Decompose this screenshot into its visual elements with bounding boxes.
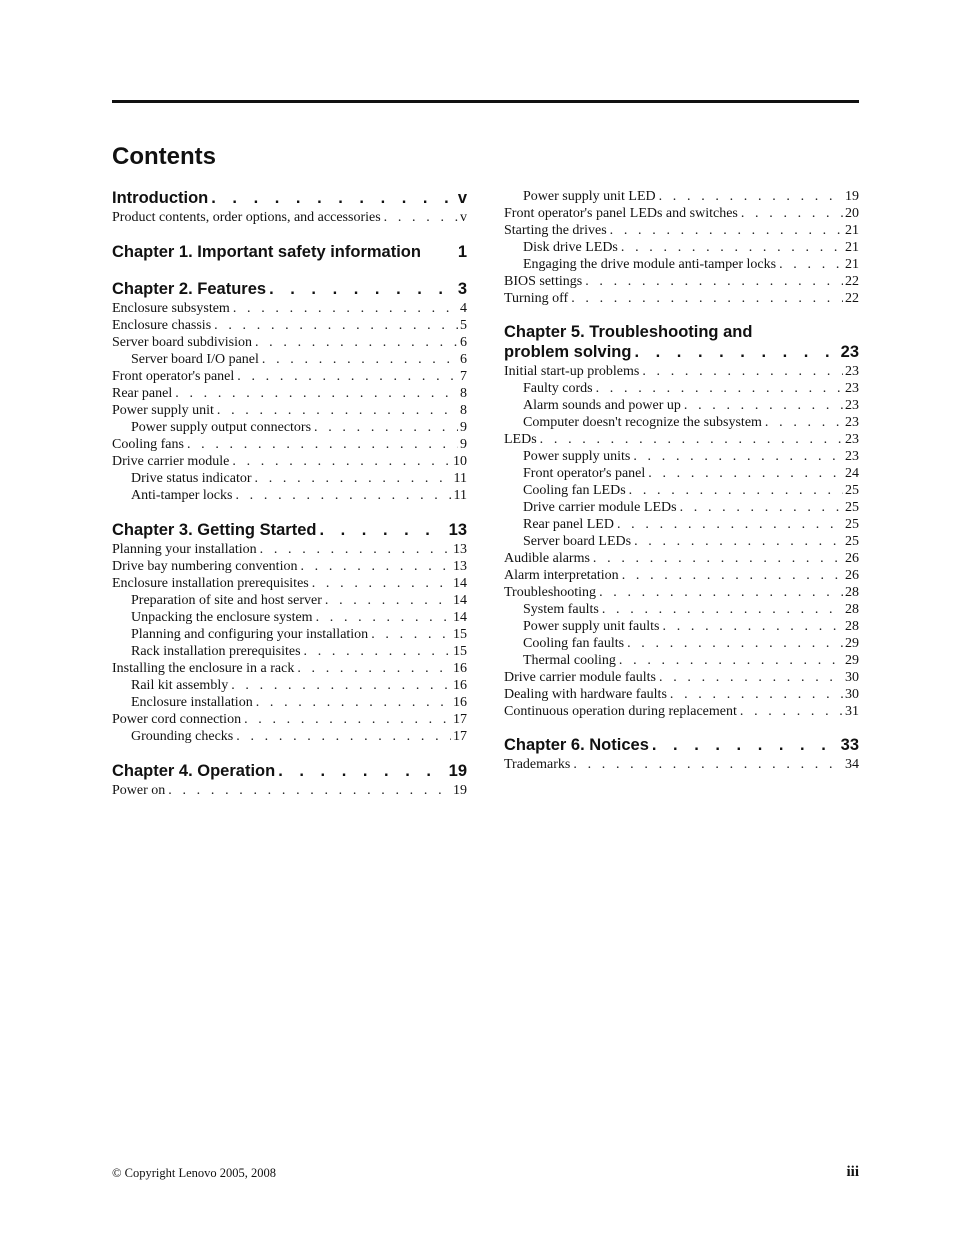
- toc-entry-cooling-fan-leds[interactable]: [504, 482, 859, 499]
- toc-entry-anti-tamper-locks[interactable]: [112, 487, 467, 504]
- toc-page-number: 19: [845, 189, 859, 204]
- dot-leader: [297, 558, 451, 575]
- toc-entry-title: Power supply unit faults: [523, 619, 660, 634]
- toc-entry-power-supply-unit-faults[interactable]: [504, 618, 859, 635]
- dot-leader: [257, 541, 451, 558]
- dot-leader: [619, 567, 843, 584]
- toc-page-number: 23: [845, 381, 859, 396]
- toc-entry-title: Audible alarms: [504, 551, 590, 566]
- section-spacer: [112, 504, 467, 520]
- toc-chapter-introduction[interactable]: [112, 188, 467, 209]
- toc-entry-title: Trademarks: [504, 757, 571, 772]
- toc-page-number: 5: [460, 318, 467, 333]
- dot-leader: [738, 205, 843, 222]
- dot-leader: [649, 735, 839, 756]
- toc-page-number: 21: [845, 223, 859, 238]
- toc-page-number: v: [457, 189, 467, 207]
- dot-leader: [214, 402, 458, 419]
- dot-leader: [241, 711, 451, 728]
- toc-entry-power-on[interactable]: [112, 782, 467, 799]
- dot-leader: [259, 351, 458, 368]
- dot-leader: [368, 626, 451, 643]
- toc-entry-cooling-fans[interactable]: [112, 436, 467, 453]
- toc-entry-drive-bay-numbering-convention[interactable]: [112, 558, 467, 575]
- toc-page-number: 23: [845, 415, 859, 430]
- toc-page-number: 25: [845, 483, 859, 498]
- toc-page-number: 23: [845, 364, 859, 379]
- dot-leader: [762, 414, 843, 431]
- toc-page-number: 19: [453, 783, 467, 798]
- toc-entry-rear-panel[interactable]: [112, 385, 467, 402]
- toc-page-number: 30: [845, 687, 859, 702]
- toc-entry-power-supply-output-connectors[interactable]: [112, 419, 467, 436]
- toc-page-number: 6: [460, 352, 467, 367]
- dot-leader: [596, 584, 843, 601]
- toc-chapter-chapter-4-operation[interactable]: [112, 761, 467, 782]
- toc-entry-leds[interactable]: [504, 431, 859, 448]
- dot-leader: [599, 601, 843, 618]
- toc-entry-title: Continuous operation during replacement: [504, 704, 737, 719]
- toc-entry-title: Grounding checks: [131, 729, 234, 744]
- dot-leader: [234, 368, 458, 385]
- toc-entry-turning-off[interactable]: [504, 290, 859, 307]
- dot-leader: [165, 782, 451, 799]
- toc-entry-trademarks[interactable]: [504, 756, 859, 773]
- toc-page-number: 17: [453, 729, 467, 744]
- toc-page-number: 9: [460, 420, 467, 435]
- toc-chapter-chapter-2-features[interactable]: [112, 279, 467, 300]
- toc-entry-title: Chapter 6. Notices: [504, 736, 649, 754]
- toc-entry-audible-alarms[interactable]: [504, 550, 859, 567]
- toc-page-number: 25: [845, 534, 859, 549]
- toc-page-number: 7: [460, 369, 467, 384]
- toc-entry-title: Power cord connection: [112, 712, 242, 727]
- toc-entry-title: Rear panel: [112, 386, 173, 401]
- toc-entry-rack-installation-prerequisites[interactable]: [112, 643, 467, 660]
- dot-leader: [660, 618, 844, 635]
- toc-entry-rail-kit-assembly[interactable]: [112, 677, 467, 694]
- toc-entry-title: Enclosure installation prerequisites: [112, 576, 309, 591]
- toc-page-number: 23: [840, 343, 859, 361]
- toc-entry-title: Chapter 1. Important safety information: [112, 243, 421, 261]
- dot-leader: [737, 703, 843, 720]
- toc-entry-title: Computer doesn't recognize the subsystem: [523, 415, 762, 430]
- toc-entry-continuous-operation-during-replacement[interactable]: [504, 703, 859, 720]
- toc-entry-title: Troubleshooting: [504, 585, 597, 600]
- toc-page-number: 21: [845, 240, 859, 255]
- toc-left-column: [112, 188, 467, 799]
- toc-entry-title: Turning off: [504, 291, 569, 306]
- toc-page-number: 33: [840, 736, 859, 754]
- toc-entry-bios-settings[interactable]: [504, 273, 859, 290]
- toc-entry-title: Engaging the drive module anti-tamper locks: [523, 257, 777, 272]
- toc-page-number: 23: [845, 398, 859, 413]
- toc-page-number: 3: [457, 280, 467, 298]
- section-spacer: [112, 226, 467, 242]
- toc-page-number: 13: [453, 542, 467, 557]
- toc-entry-dealing-with-hardware-faults[interactable]: [504, 686, 859, 703]
- toc-page-number: 25: [845, 500, 859, 515]
- toc-page-number: 21: [845, 257, 859, 272]
- toc-entry-installing-the-enclosure-in-a-rack[interactable]: [112, 660, 467, 677]
- toc-page-number: 14: [453, 610, 467, 625]
- toc-entry-initial-start-up-problems[interactable]: [504, 363, 859, 380]
- toc-entry-enclosure-chassis[interactable]: [112, 317, 467, 334]
- dot-leader: [568, 290, 843, 307]
- dot-leader: [776, 256, 843, 273]
- dot-leader: [252, 470, 452, 487]
- toc-entry-title: Power on: [112, 783, 166, 798]
- toc-entry-power-cord-connection[interactable]: [112, 711, 467, 728]
- toc-entry-product-contents-order-options-and-accessories[interactable]: [112, 209, 467, 226]
- toc-page-number: 8: [460, 386, 467, 401]
- dot-leader: [211, 317, 458, 334]
- toc-entry-rear-panel-led[interactable]: [504, 516, 859, 533]
- toc-entry-title: Front operator's panel LEDs and switches: [504, 206, 738, 221]
- toc-entry-title: problem solving: [504, 343, 632, 361]
- toc-entry-title: Power supply output connectors: [131, 420, 312, 435]
- dot-leader: [309, 575, 451, 592]
- toc-entry-engaging-the-drive-module-anti-tamper-locks[interactable]: [504, 256, 859, 273]
- toc-entry-grounding-checks[interactable]: [112, 728, 467, 745]
- toc-page-number: 28: [845, 602, 859, 617]
- dot-leader: [614, 516, 843, 533]
- copyright-notice: © Copyright Lenovo 2005, 2008: [112, 1166, 277, 1180]
- toc-entry-title: System faults: [523, 602, 599, 617]
- toc-page-number: 8: [460, 403, 467, 418]
- toc-chapter-title-line[interactable]: Chapter 5. Troubleshooting and: [504, 323, 753, 341]
- toc-page-number: 10: [453, 454, 467, 469]
- toc-entry-thermal-cooling[interactable]: [504, 652, 859, 669]
- dot-leader: [593, 380, 843, 397]
- toc-page-number: 9: [460, 437, 467, 452]
- toc-entry-title: Planning and configuring your installation: [131, 627, 369, 642]
- toc-page-number: v: [460, 210, 467, 225]
- dot-leader: [184, 436, 458, 453]
- toc-entry-server-board-leds[interactable]: [504, 533, 859, 550]
- dot-leader: [626, 482, 843, 499]
- section-spacer: [504, 720, 859, 735]
- toc-page-number: 25: [845, 517, 859, 532]
- dot-leader: [294, 660, 451, 677]
- dot-leader: [631, 342, 838, 363]
- dot-leader: [208, 188, 456, 209]
- page-number: iii: [846, 1164, 859, 1180]
- toc-entry-title: Faulty cords: [523, 381, 593, 396]
- dot-leader: [233, 728, 451, 745]
- toc-entry-power-supply-units[interactable]: [504, 448, 859, 465]
- section-spacer: [112, 745, 467, 761]
- toc-entry-unpacking-the-enclosure-system[interactable]: [112, 609, 467, 626]
- toc-entry-power-supply-unit-led[interactable]: [504, 188, 859, 205]
- toc-page-number: 29: [845, 653, 859, 668]
- toc-entry-title: Drive bay numbering convention: [112, 559, 298, 574]
- dot-leader: [570, 756, 843, 773]
- toc-entry-front-operator-s-panel[interactable]: [112, 368, 467, 385]
- toc-entry-title: Cooling fans: [112, 437, 184, 452]
- toc-entry-front-operator-s-panel-leds-and-switches[interactable]: [504, 205, 859, 222]
- toc-chapter-chapter-6-notices[interactable]: [504, 735, 859, 756]
- toc-entry-title: Product contents, order options, and accessories: [112, 210, 381, 225]
- toc-entry-title: Rail kit assembly: [131, 678, 229, 693]
- toc-entry-title: Chapter 3. Getting Started: [112, 521, 317, 539]
- section-spacer: [504, 307, 859, 322]
- toc-page-number: 30: [845, 670, 859, 685]
- toc-entry-server-board-i-o-panel[interactable]: [112, 351, 467, 368]
- toc-page-number: 16: [453, 695, 467, 710]
- toc-entry-title: Planning your installation: [112, 542, 257, 557]
- dot-leader: [656, 188, 843, 205]
- toc-entry-title: Drive carrier module: [112, 454, 230, 469]
- toc-page-number: 31: [845, 704, 859, 719]
- dot-leader: [677, 499, 843, 516]
- toc-page-number: 28: [845, 585, 859, 600]
- toc-page-number: 16: [453, 661, 467, 676]
- toc-entry-title: BIOS settings: [504, 274, 583, 289]
- dot-leader: [275, 761, 446, 782]
- dot-leader: [322, 592, 451, 609]
- toc-entry-title: Cooling fan faults: [523, 636, 625, 651]
- dot-leader: [301, 643, 451, 660]
- toc-page-number: 28: [845, 619, 859, 634]
- toc-entry-title: Alarm interpretation: [504, 568, 619, 583]
- dot-leader: [172, 385, 458, 402]
- dot-leader: [616, 652, 843, 669]
- toc-page-number: 34: [845, 757, 859, 772]
- toc-entry-drive-carrier-module[interactable]: [112, 453, 467, 470]
- toc-entry-title: Front operator's panel: [112, 369, 235, 384]
- toc-entry-alarm-sounds-and-power-up[interactable]: [504, 397, 859, 414]
- top-rule: [112, 100, 859, 103]
- toc-entry-title: Unpacking the enclosure system: [131, 610, 313, 625]
- toc-entry-enclosure-installation-prerequisites[interactable]: [112, 575, 467, 592]
- dot-leader: [228, 677, 451, 694]
- dot-leader: [381, 209, 458, 226]
- toc-entry-title: Disk drive LEDs: [523, 240, 618, 255]
- toc-entry-title: Power supply unit: [112, 403, 214, 418]
- toc-page-number: 29: [845, 636, 859, 651]
- toc-page-number: 4: [460, 301, 467, 316]
- toc-entry-troubleshooting[interactable]: [504, 584, 859, 601]
- dot-leader: [645, 465, 843, 482]
- toc-page-number: 14: [453, 593, 467, 608]
- toc-entry-title: Drive status indicator: [131, 471, 252, 486]
- toc-page-number: 16: [453, 678, 467, 693]
- toc-page-number: 22: [845, 274, 859, 289]
- toc-entry-starting-the-drives[interactable]: [504, 222, 859, 239]
- dot-leader: [313, 609, 451, 626]
- toc-entry-drive-carrier-module-faults[interactable]: [504, 669, 859, 686]
- dot-leader: [316, 520, 446, 541]
- toc-entry-title: LEDs: [504, 432, 537, 447]
- toc-entry-alarm-interpretation[interactable]: [504, 567, 859, 584]
- toc-entry-title: Enclosure chassis: [112, 318, 212, 333]
- dot-leader: [252, 334, 458, 351]
- dot-leader: [618, 239, 843, 256]
- toc-entry-system-faults[interactable]: [504, 601, 859, 618]
- toc-entry-cooling-fan-faults[interactable]: [504, 635, 859, 652]
- toc-page-number: 23: [845, 432, 859, 447]
- dot-leader: [311, 419, 458, 436]
- dot-leader: [537, 431, 843, 448]
- dot-leader: [681, 397, 843, 414]
- toc-entry-computer-doesn-t-recognize-the-subsystem[interactable]: [504, 414, 859, 431]
- dot-leader: [253, 694, 451, 711]
- dot-leader: [631, 533, 843, 550]
- toc-page-number: 15: [453, 627, 467, 642]
- toc-entry-title: Introduction: [112, 189, 209, 207]
- toc-page-number: 13: [448, 521, 467, 539]
- toc-entry-title: Power supply units: [523, 449, 631, 464]
- toc-entry-title: Rack installation prerequisites: [131, 644, 301, 659]
- toc-entry-title: Dealing with hardware faults: [504, 687, 667, 702]
- toc-entry-title: Installing the enclosure in a rack: [112, 661, 295, 676]
- section-spacer: [112, 263, 467, 279]
- toc-entry-front-operator-s-panel[interactable]: [504, 465, 859, 482]
- toc-chapter-chapter-3-getting-started[interactable]: [112, 520, 467, 541]
- toc-page-number: 15: [453, 644, 467, 659]
- toc-page-number: 1: [457, 243, 467, 261]
- toc-entry-enclosure-installation[interactable]: [112, 694, 467, 711]
- toc-entry-disk-drive-leds[interactable]: [504, 239, 859, 256]
- toc-entry-preparation-of-site-and-host-server[interactable]: [112, 592, 467, 609]
- dot-leader: [229, 453, 451, 470]
- toc-page-number: 24: [845, 466, 859, 481]
- dot-leader: [639, 363, 843, 380]
- toc-chapter-problem-solving[interactable]: [504, 342, 859, 363]
- toc-right-column: [504, 188, 859, 773]
- toc-entry-power-supply-unit[interactable]: [112, 402, 467, 419]
- toc-entry-title: Server board I/O panel: [131, 352, 259, 367]
- toc-entry-title: Rear panel LED: [523, 517, 614, 532]
- dot-leader: [230, 300, 458, 317]
- toc-entry-title: Server board subdivision: [112, 335, 252, 350]
- toc-entry-title: Starting the drives: [504, 223, 607, 238]
- toc-entry-title: Preparation of site and host server: [131, 593, 322, 608]
- toc-entry-title: Drive carrier module faults: [504, 670, 656, 685]
- toc-page-number: 20: [845, 206, 859, 221]
- toc-entry-faulty-cords[interactable]: [504, 380, 859, 397]
- toc-entry-title: Server board LEDs: [523, 534, 632, 549]
- toc-page-number: 13: [453, 559, 467, 574]
- toc-page-number: 23: [845, 449, 859, 464]
- toc-page-number: 26: [845, 551, 859, 566]
- toc-entry-title: Enclosure installation: [131, 695, 253, 710]
- dot-leader: [656, 669, 843, 686]
- toc-entry-enclosure-subsystem[interactable]: [112, 300, 467, 317]
- toc-entry-title: Anti-tamper locks: [131, 488, 233, 503]
- toc-entry-planning-your-installation[interactable]: [112, 541, 467, 558]
- toc-page-number: 17: [453, 712, 467, 727]
- toc-page-number: 14: [453, 576, 467, 591]
- dot-leader: [582, 273, 843, 290]
- dot-leader: [667, 686, 843, 703]
- toc-entry-title: Power supply unit LED: [523, 189, 656, 204]
- toc-entry-title: Enclosure subsystem: [112, 301, 230, 316]
- toc-page-number: 11: [453, 471, 467, 486]
- page-title: Contents: [112, 143, 216, 170]
- toc-entry-title: Thermal cooling: [523, 653, 616, 668]
- dot-leader: [624, 635, 843, 652]
- toc-page-number: 22: [845, 291, 859, 306]
- toc-entry-title: Initial start-up problems: [504, 364, 640, 379]
- toc-page-number: 26: [845, 568, 859, 583]
- toc-page-number: 11: [453, 488, 467, 503]
- toc-entry-server-board-subdivision[interactable]: [112, 334, 467, 351]
- toc-entry-drive-carrier-module-leds[interactable]: [504, 499, 859, 516]
- toc-entry-title: Front operator's panel: [523, 466, 646, 481]
- toc-entry-title: Chapter 2. Features: [112, 280, 267, 298]
- dot-leader: [607, 222, 843, 239]
- toc-chapter-chapter-1-important-safety-information[interactable]: [112, 242, 467, 263]
- toc-entry-drive-status-indicator[interactable]: [112, 470, 467, 487]
- toc-page-number: 6: [460, 335, 467, 350]
- dot-leader: [266, 279, 456, 300]
- toc-entry-title: Chapter 4. Operation: [112, 762, 276, 780]
- toc-page-number: 19: [448, 762, 467, 780]
- toc-entry-title: Drive carrier module LEDs: [523, 500, 677, 515]
- dot-leader: [232, 487, 451, 504]
- dot-leader: [590, 550, 843, 567]
- toc-entry-planning-and-configuring-your-installation[interactable]: [112, 626, 467, 643]
- toc-entry-title: Alarm sounds and power up: [523, 398, 681, 413]
- dot-leader: [630, 448, 843, 465]
- toc-entry-title: Cooling fan LEDs: [523, 483, 626, 498]
